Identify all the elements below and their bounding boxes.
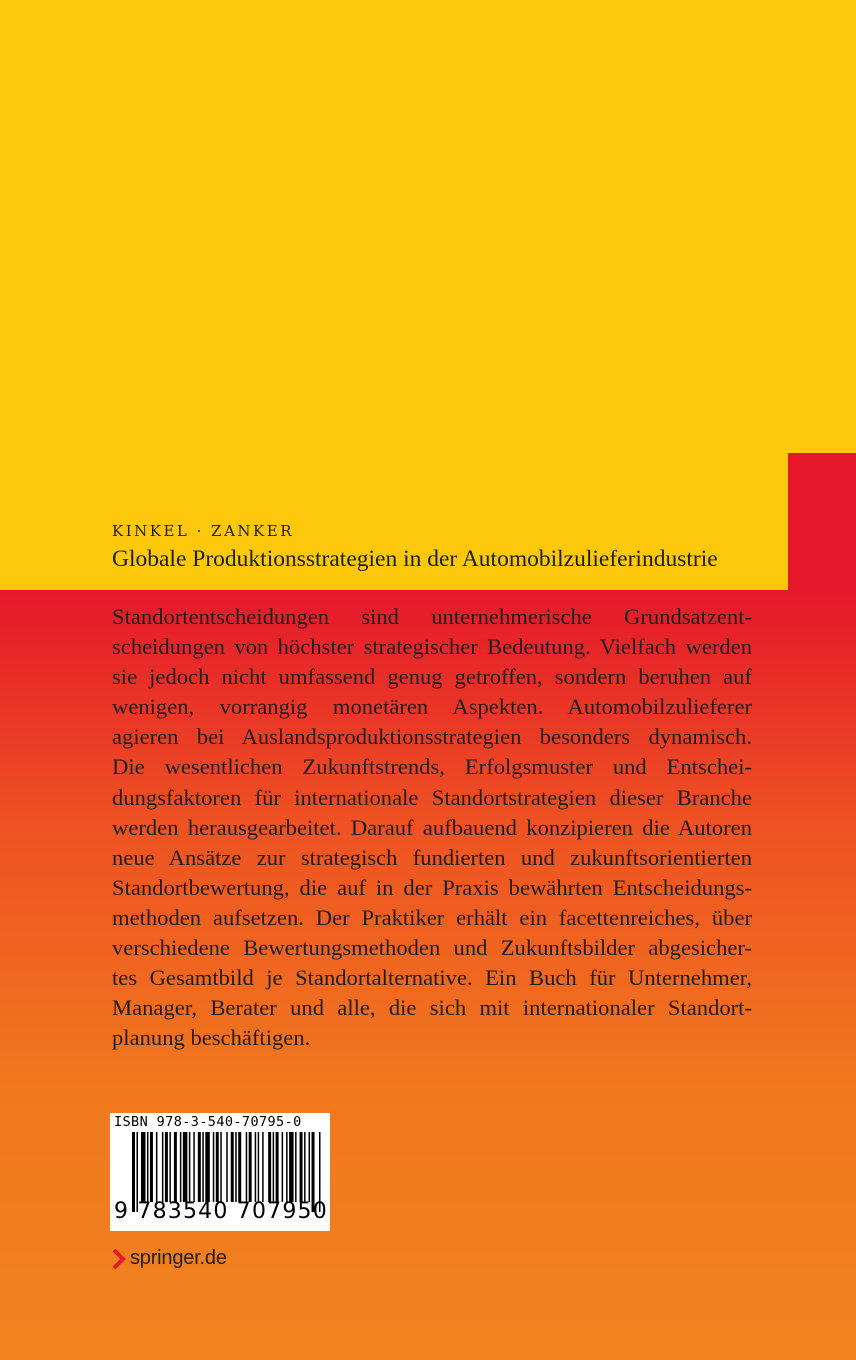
publisher-label: springer.de xyxy=(130,1247,227,1269)
author-names: KINKEL · ZANKER xyxy=(112,522,295,540)
blurb-line: neue Ansätze zur strategisch fundierten und zukunftsorientierten xyxy=(112,844,752,870)
blurb-line: planung beschäftigen. xyxy=(112,1025,311,1051)
cover-red-tab xyxy=(788,453,856,590)
blurb-line: wenigen, vorrangig monetären Aspekten. Automobilzulieferer xyxy=(112,694,752,720)
book-title: Globale Produktionsstrategien in der Automobilzulieferindustrie xyxy=(112,546,718,572)
blurb-line: dungsfaktoren für internationale Standortstrategien dieser Branche xyxy=(112,784,752,810)
publisher-link[interactable] xyxy=(112,1247,227,1270)
blurb-line: agieren bei Auslandsproduktionsstrategien besonders dynamisch. xyxy=(112,724,752,750)
isbn-label: ISBN 978-3-540-70795-0 xyxy=(114,1114,302,1130)
blurb-text xyxy=(112,602,752,1053)
blurb-line: sie jedoch nicht umfassend genug getroffen, sondern beruhen auf xyxy=(112,664,752,690)
isbn-barcode xyxy=(110,1113,330,1231)
blurb-line: Standortentscheidungen sind unternehmerische Grundsatzent- xyxy=(112,604,752,629)
blurb-line: verschiedene Bewertungsmethoden und Zukunftsbilder abgesicher- xyxy=(112,935,752,961)
ean-digits: 9 783540 707950 xyxy=(114,1199,328,1224)
blurb-line: scheidungen von höchster strategischer Bedeutung. Vielfach werden xyxy=(112,634,752,660)
chevron-right-icon xyxy=(112,1248,126,1270)
blurb-line: werden herausgearbeitet. Darauf aufbauend konzipieren die Autoren xyxy=(112,814,752,840)
blurb-line: Die wesentlichen Zukunftstrends, Erfolgsmuster und Entschei- xyxy=(112,754,752,780)
cover-top-panel xyxy=(0,0,856,590)
blurb-line: Standortbewertung, die auf in der Praxis bewährten Entscheidungs- xyxy=(112,874,752,900)
blurb-line: tes Gesamtbild je Standortalternative. Ein Buch für Unternehmer, xyxy=(112,965,752,991)
blurb-line: methoden aufsetzen. Der Praktiker erhält ein facettenreiches, über xyxy=(112,904,752,930)
blurb-line: Manager, Berater und alle, die sich mit internationaler Standort- xyxy=(112,995,752,1021)
